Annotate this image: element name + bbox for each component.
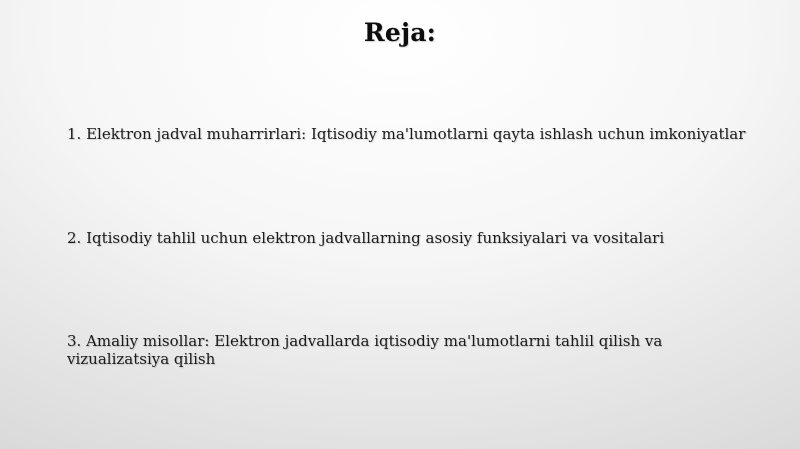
- slide-title: Reja:: [363, 18, 437, 47]
- plan-item-1: 1. Elektron jadval muharrirlari: Iqtisodiy ma'lumotlarni qayta ishlash uchun imkoniyatlar: [67, 125, 746, 143]
- plan-item-3: 3. Amaliy misollar: Elektron jadvallarda iqtisodiy ma'lumotlarni tahlil qilish va vizualizatsiya qilish: [67, 332, 663, 368]
- plan-item-2: 2. Iqtisodiy tahlil uchun elektron jadvallarning asosiy funksiyalari va vositalari: [67, 229, 665, 247]
